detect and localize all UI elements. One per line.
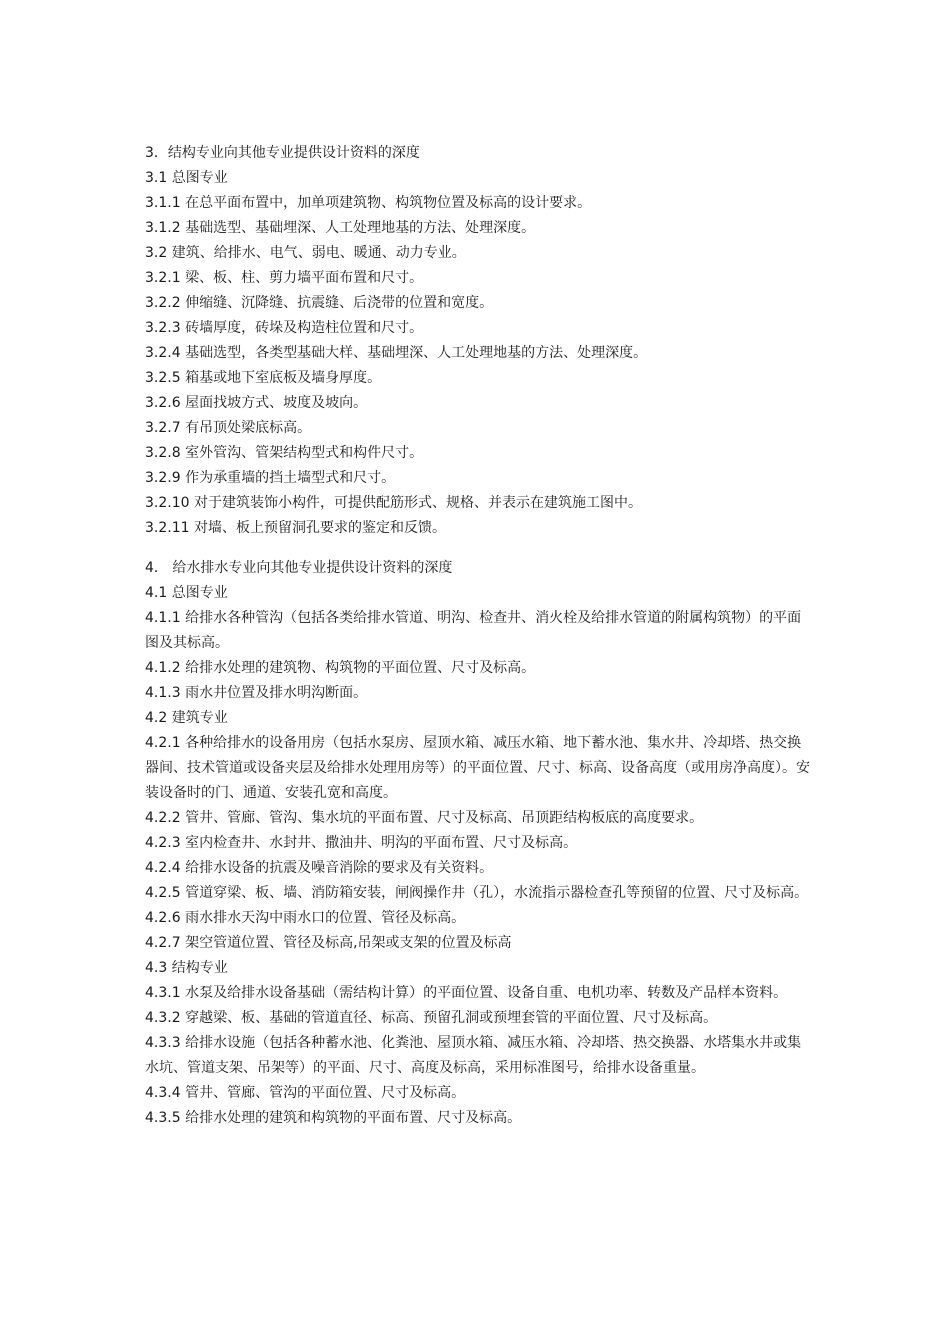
- paragraph: 4.1.3 雨水井位置及排水明沟断面。: [145, 685, 368, 701]
- document-page: [145, 141, 813, 1131]
- section-3-heading: 3．结构专业向其他专业提供设计资料的深度: [145, 145, 420, 161]
- paragraph: 4.1.1 给排水各种管沟（包括各类给排水管道、明沟、检查井、消火栓及给排水管道的附属构筑物）的平面图及其标高。: [145, 610, 802, 651]
- paragraph: 3.2.8 室外管沟、管架结构型式和构件尺寸。: [145, 445, 424, 461]
- paragraph: 4.2.7 架空管道位置、管径及标高,吊架或支架的位置及标高: [145, 935, 512, 951]
- paragraph: 4.1.2 给排水处理的建筑物、构筑物的平面位置、尺寸及标高。: [145, 660, 536, 676]
- paragraph: 4.3.4 管井、管廊、管沟的平面位置、尺寸及标高。: [145, 1085, 466, 1101]
- paragraph: 3.1.1 在总平面布置中，加单项建筑物、构筑物位置及标高的设计要求。: [145, 195, 592, 211]
- paragraph: 3.2.5 箱基或地下室底板及墙身厚度。: [145, 370, 382, 386]
- paragraph: 4.3.2 穿越梁、板、基础的管道直径、标高、预留孔洞或预埋套管的平面位置、尺寸及标高。: [145, 1010, 718, 1026]
- paragraph: 4.3.3 给排水设施（包括各种蓄水池、化粪池、屋顶水箱、减压水箱、冷却塔、热交换器、水塔集水井或集水坑、管道支架、吊架等）的平面、尺寸、高度及标高，采用标准图号，给排水设备重量。: [145, 1035, 802, 1076]
- paragraph: 3.1 总图专业: [145, 170, 228, 186]
- paragraph: 4.3.1 水泵及给排水设备基础（需结构计算）的平面位置、设备自重、电机功率、转数及产品样本资料。: [145, 985, 788, 1001]
- paragraph: 3.2.6 屋面找坡方式、坡度及坡向。: [145, 395, 368, 411]
- paragraph: 3.2 建筑、给排水、电气、弱电、暖通、动力专业。: [145, 245, 466, 261]
- paragraph: 3.2.7 有吊顶处梁底标高。: [145, 420, 312, 436]
- paragraph: 3.2.4 基础选型，各类型基础大样、基础埋深、人工处理地基的方法、处理深度。: [145, 345, 648, 361]
- paragraph: 4.1 总图专业: [145, 585, 228, 601]
- paragraph: 4.3.5 给排水处理的建筑和构筑物的平面布置、尺寸及标高。: [145, 1110, 522, 1126]
- paragraph: 4.2 建筑专业: [145, 710, 228, 726]
- paragraph: 3.2.3 砖墙厚度，砖垛及构造柱位置和尺寸。: [145, 320, 424, 336]
- paragraph: 3.2.11 对墙、板上预留洞孔要求的鉴定和反馈。: [145, 520, 446, 536]
- paragraph: 4.2.4 给排水设备的抗震及噪音消除的要求及有关资料。: [145, 860, 494, 876]
- paragraph: 3.2.10 对于建筑装饰小构件，可提供配筋形式、规格、并表示在建筑施工图中。: [145, 495, 642, 511]
- paragraph: 3.2.9 作为承重墙的挡土墙型式和尺寸。: [145, 470, 396, 486]
- paragraph: 4.2.2 管井、管廊、管沟、集水坑的平面布置、尺寸及标高、吊顶距结构板底的高度要求。: [145, 810, 704, 826]
- section-4-heading: 4． 给水排水专业向其他专业提供设计资料的深度: [145, 560, 453, 576]
- paragraph: 4.2.1 各种给排水的设备用房（包括水泵房、屋顶水箱、减压水箱、地下蓄水池、集水井、冷却塔、热交换器间、技术管道或设备夹层及给排水处理用房等）的平面位置、尺寸、标高、设备高度（或用房净高度）。安装设备时的门、通道、安装孔宽和高度。: [145, 735, 810, 801]
- paragraph: 3.2.2 伸缩缝、沉降缝、抗震缝、后浇带的位置和宽度。: [145, 295, 494, 311]
- paragraph: 4.2.5 管道穿梁、板、墙、消防箱安装，闸阀操作井（孔），水流指示器检查孔等预留的位置、尺寸及标高。: [145, 885, 809, 901]
- paragraph: 3.1.2 基础选型、基础埋深、人工处理地基的方法、处理深度。: [145, 220, 536, 236]
- section-spacer: [145, 541, 813, 556]
- paragraph: 4.3 结构专业: [145, 960, 228, 976]
- paragraph: 4.2.3 室内检查井、水封井、撒油井、明沟的平面布置、尺寸及标高。: [145, 835, 578, 851]
- paragraph: 3.2.1 梁、板、柱、剪力墙平面布置和尺寸。: [145, 270, 424, 286]
- paragraph: 4.2.6 雨水排水天沟中雨水口的位置、管径及标高。: [145, 910, 466, 926]
